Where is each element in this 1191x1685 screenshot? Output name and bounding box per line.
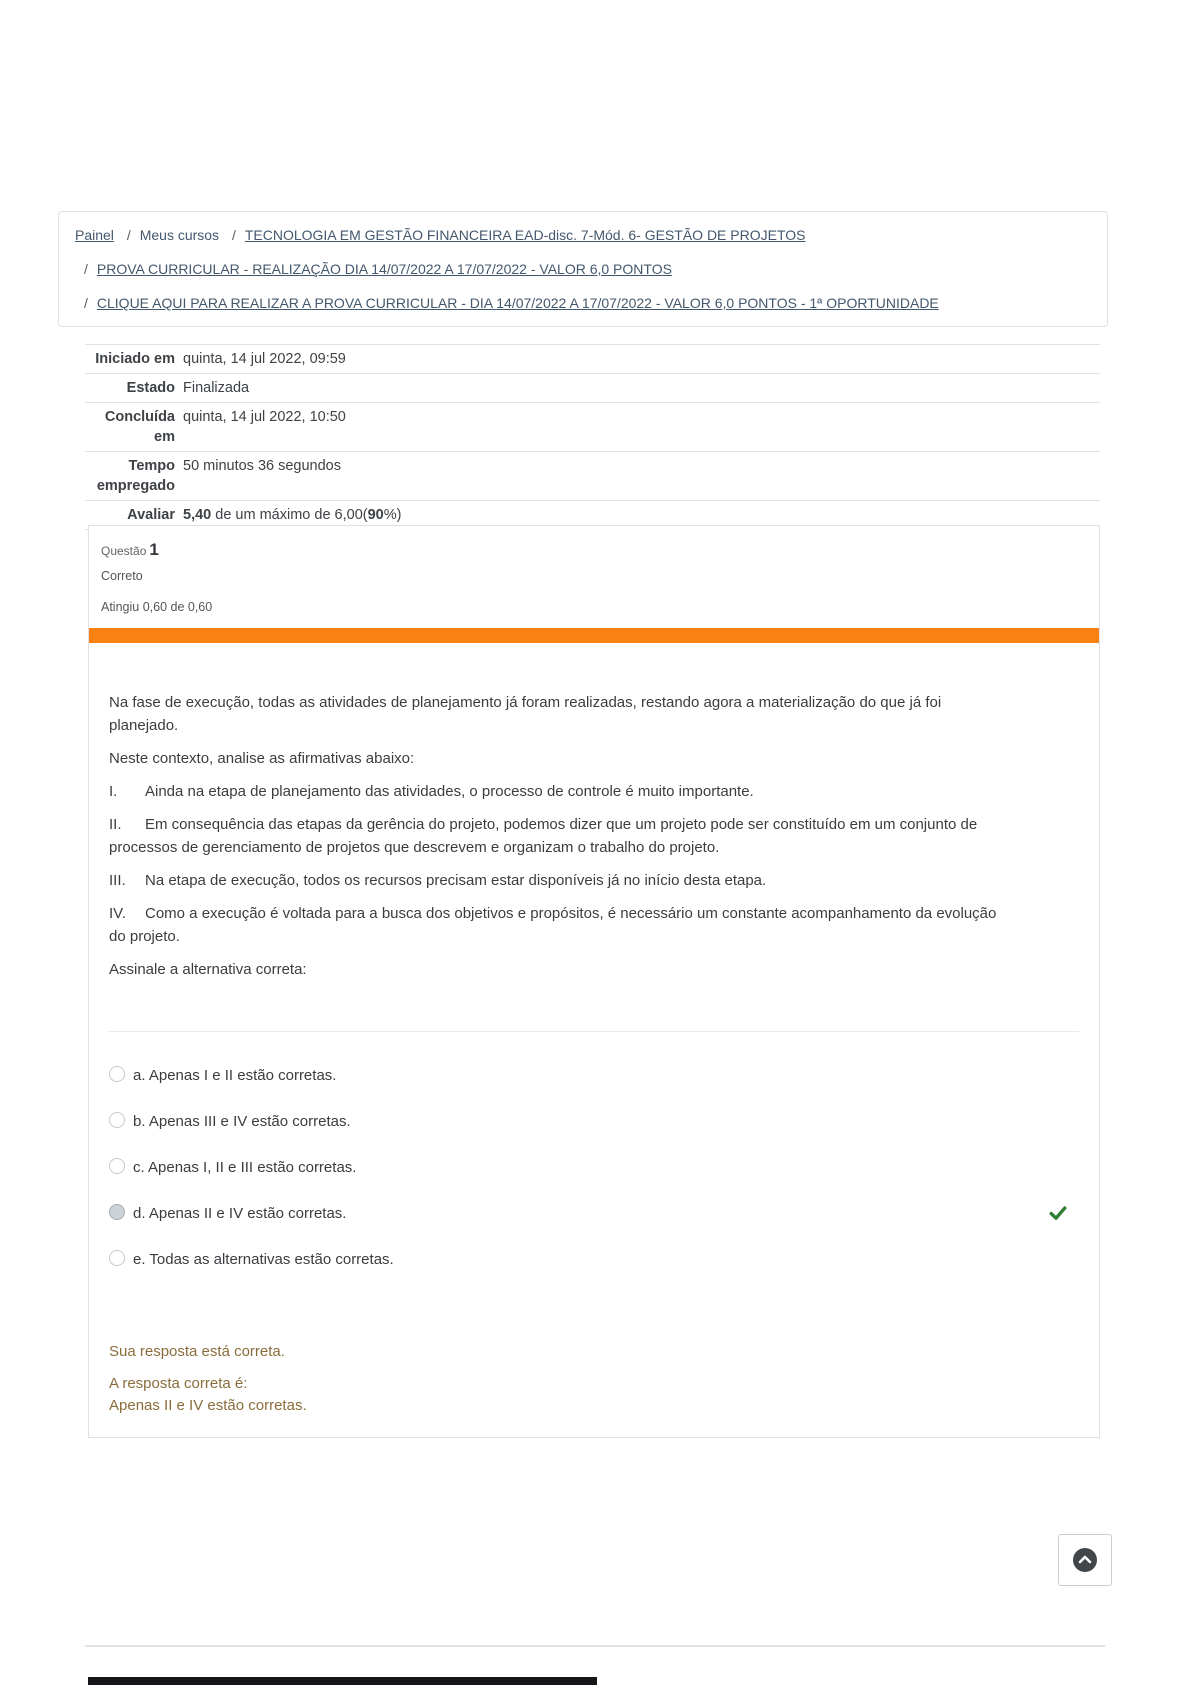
attempt-summary-table (85, 344, 1100, 530)
breadcrumb-separator: / (126, 227, 131, 243)
question-number-value: 1 (149, 540, 159, 559)
question-statement (109, 780, 1009, 803)
footer-divider (85, 1645, 1105, 1647)
question-statement (109, 902, 1009, 948)
answer-option-label: c. Apenas I, II e III estão corretas. (133, 1159, 357, 1176)
summary-row-label: Concluída em (104, 409, 175, 445)
answer-option-label: a. Apenas I e II estão corretas. (133, 1067, 337, 1084)
question-grade: Atingiu 0,60 de 0,60 (101, 600, 213, 614)
answer-option[interactable] (109, 1158, 1079, 1178)
correct-check-icon (1049, 1204, 1067, 1222)
question-paragraph: Na fase de execução, todas as atividades de planejamento já foram realizadas, restando agora a materialização do que já foi planejado. (109, 694, 942, 734)
question-paragraph: Neste contexto, analise as afirmativas abaixo: (109, 750, 415, 767)
question-feedback (109, 1340, 1079, 1417)
question-statement (109, 869, 1009, 892)
summary-row-value: quinta, 14 jul 2022, 09:59 (183, 351, 346, 367)
breadcrumb-separator: / (231, 227, 236, 243)
options-divider (109, 1031, 1079, 1032)
summary-row (85, 452, 1100, 501)
statement-text: Na etapa de execução, todos os recursos precisam estar disponíveis já no início desta etapa. (145, 872, 767, 889)
statement-numeral: I. (109, 783, 118, 800)
feedback-your-answer: Sua resposta está correta. (109, 1343, 285, 1360)
answer-option-label: d. Apenas II e IV estão corretas. (133, 1205, 347, 1222)
scroll-to-top-button[interactable] (1058, 1534, 1112, 1586)
breadcrumb-item (118, 218, 219, 252)
breadcrumb-link[interactable]: TECNOLOGIA EM GESTÃO FINANCEIRA EAD-disc. 7-Mód. 6- GESTÃO DE PROJETOS (244, 227, 806, 243)
breadcrumb-separator: / (84, 261, 88, 277)
statement-text: Ainda na etapa de planejamento das atividades, o processo de controle é muito importante. (145, 783, 754, 800)
chevron-up-circle-icon (1071, 1546, 1099, 1574)
radio-button[interactable] (109, 1066, 125, 1082)
breadcrumb-item (223, 218, 806, 252)
radio-button[interactable] (109, 1112, 125, 1128)
answer-option[interactable] (109, 1066, 1079, 1086)
breadcrumb-text: Meus cursos (139, 227, 220, 243)
radio-button-selected[interactable] (109, 1204, 125, 1220)
summary-row (85, 345, 1100, 374)
breadcrumb-link[interactable]: CLIQUE AQUI PARA REALIZAR A PROVA CURRICULAR - DIA 14/07/2022 A 17/07/2022 - VALOR 6,0 PONTOS - 1ª OPORTUNIDADE (96, 295, 939, 311)
answer-option[interactable] (109, 1250, 1079, 1270)
question-number (101, 540, 1099, 560)
breadcrumb-item (75, 286, 939, 320)
statement-text: Como a execução é voltada para a busca dos objetivos e propósitos, é necessário um constante acompanhamento da evolução do projeto. (109, 905, 997, 945)
question-text (109, 691, 1079, 770)
statement-numeral: III. (109, 872, 126, 889)
question-statements (109, 780, 1079, 948)
question-state: Correto (101, 569, 143, 583)
answer-option[interactable] (109, 1204, 1079, 1224)
answer-options (109, 1066, 1079, 1270)
statement-numeral: IV. (109, 905, 126, 922)
question-number-label: Questão (101, 544, 147, 558)
answer-option-label: e. Todas as alternativas estão corretas. (133, 1251, 394, 1268)
question-content (89, 643, 1099, 1417)
feedback-correct-intro: A resposta correta é: (109, 1375, 248, 1392)
breadcrumb-link[interactable]: Painel (75, 227, 114, 243)
summary-row-value: Finalizada (183, 380, 250, 396)
summary-row (85, 374, 1100, 403)
summary-row-label: Iniciado em (95, 351, 175, 367)
breadcrumb (58, 211, 1108, 327)
statement-numeral: II. (109, 816, 122, 833)
summary-row-value: quinta, 14 jul 2022, 10:50 (183, 409, 346, 425)
answer-option[interactable] (109, 1112, 1079, 1132)
question-statement (109, 813, 1009, 859)
radio-button[interactable] (109, 1158, 125, 1174)
summary-row-label: Estado (126, 380, 175, 396)
breadcrumb-item (75, 218, 114, 252)
summary-row-value: 5,40 de um máximo de 6,00(90%) (183, 507, 402, 523)
statement-text: Em consequência das etapas da gerência do projeto, podemos dizer que um projeto pode ser constituído em um conjunto de processos de gerenciamento de projetos que descrevem e organizam o trabalho do projeto. (109, 816, 978, 856)
answer-option-label: b. Apenas III e IV estão corretas. (133, 1113, 351, 1130)
question-accent-bar (89, 628, 1099, 643)
summary-row-label: Tempo empregado (96, 458, 175, 494)
feedback-correct-answer: Apenas II e IV estão corretas. (109, 1397, 307, 1414)
breadcrumb-link[interactable]: PROVA CURRICULAR - REALIZAÇÃO DIA 14/07/2022 A 17/07/2022 - VALOR 6,0 PONTOS (96, 261, 672, 277)
summary-row-value: 50 minutos 36 segundos (183, 458, 341, 474)
summary-row (85, 403, 1100, 452)
question-info (89, 526, 1099, 616)
question-card (88, 525, 1100, 1438)
summary-row-label: Avaliar (127, 507, 175, 523)
question-prompt: Assinale a alternativa correta: (109, 961, 307, 978)
breadcrumb-separator: / (84, 295, 88, 311)
breadcrumb-item (75, 252, 672, 286)
radio-button[interactable] (109, 1250, 125, 1266)
footer-bar (88, 1677, 597, 1685)
